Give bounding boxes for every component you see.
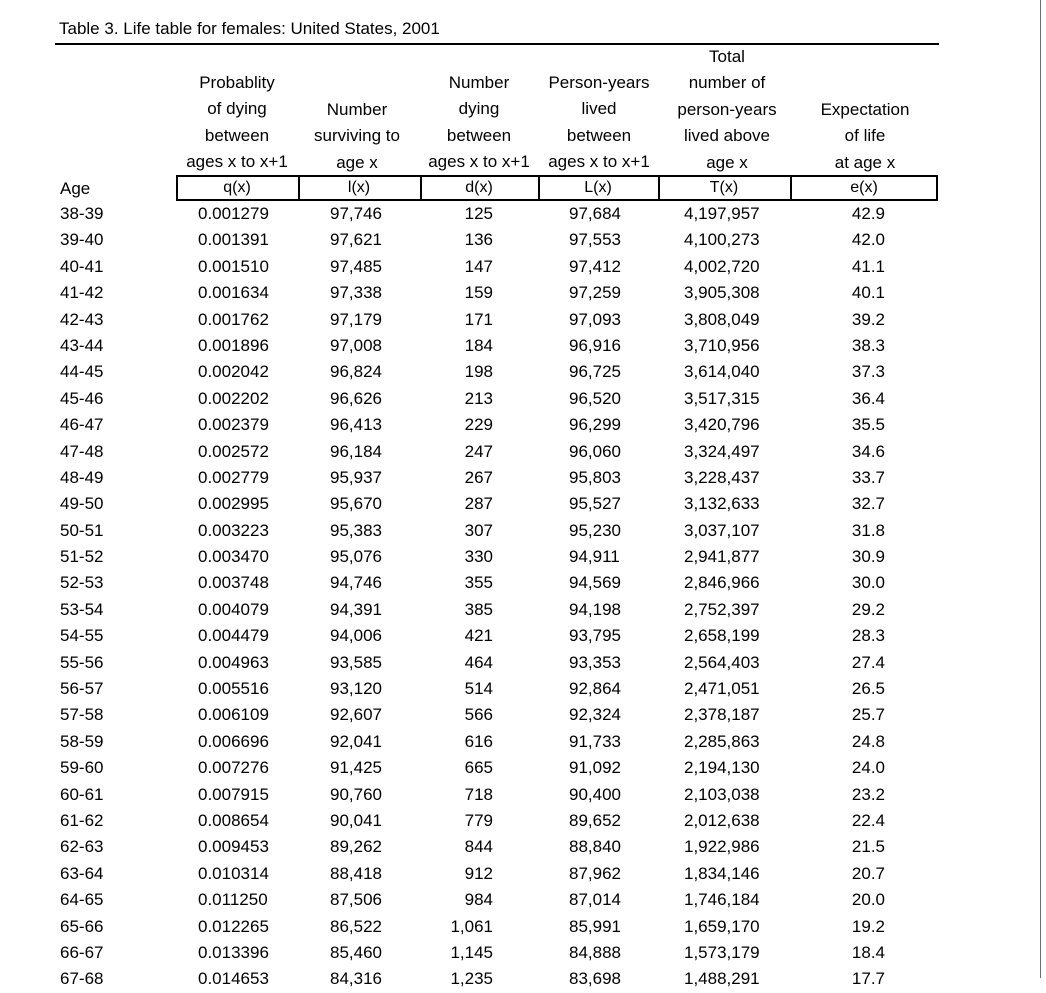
l-cell: 88,418 (330, 863, 382, 883)
e-cell: 20.7 (851, 863, 885, 883)
e-cell: 27.4 (851, 652, 885, 672)
header-d-line: Number (448, 73, 510, 92)
header-d-line: dying (458, 99, 500, 119)
header-q-line: between (204, 125, 270, 145)
symbol-q: q(x) (223, 179, 251, 196)
symbol-L: L(x) (584, 179, 612, 196)
header-L-line: lived (581, 99, 617, 119)
age-cell: 60-61 (60, 784, 104, 804)
e-cell: 20.0 (851, 890, 885, 910)
e-cell: 18.4 (851, 942, 885, 962)
age-cell: 38-39 (60, 204, 104, 223)
header-d (420, 70, 538, 176)
d-cell: 307 (464, 520, 493, 540)
symbol-d: d(x) (465, 179, 493, 196)
L-cell: 97,259 (569, 283, 621, 303)
age-cell: 66-67 (60, 942, 104, 962)
age-cell: 58-59 (60, 731, 104, 751)
l-cell: 96,824 (330, 362, 382, 382)
table-row (55, 861, 939, 887)
header-L-line: Person-years (548, 73, 650, 92)
l-cell: 94,391 (330, 599, 382, 619)
L-cell: 91,733 (569, 731, 621, 751)
e-cell: 24.0 (851, 758, 885, 778)
l-cell: 95,383 (330, 520, 382, 540)
e-cell: 29.2 (851, 599, 885, 619)
l-cell: 93,120 (330, 679, 382, 699)
d-cell: 421 (464, 626, 493, 646)
header-age: Age (60, 179, 91, 198)
l-cell: 91,425 (330, 758, 382, 778)
L-cell: 95,803 (569, 467, 621, 487)
d-cell: 665 (464, 758, 493, 778)
header-q-line: of dying (207, 99, 267, 119)
T-cell: 3,614,040 (684, 362, 760, 382)
age-cell: 45-46 (60, 388, 104, 408)
e-cell: 36.4 (851, 388, 885, 408)
d-cell: 267 (464, 467, 493, 487)
header-l-line: surviving to (314, 126, 400, 146)
age-cell: 64-65 (60, 890, 104, 910)
L-cell: 97,684 (569, 204, 621, 223)
q-cell: 0.003223 (198, 520, 269, 540)
l-cell: 85,460 (330, 942, 382, 962)
l-cell: 95,670 (330, 494, 382, 514)
e-cell: 35.5 (851, 415, 885, 435)
table-row (55, 412, 939, 438)
T-cell: 3,905,308 (684, 283, 760, 303)
table-row (55, 887, 939, 913)
q-cell: 0.011250 (198, 890, 268, 910)
l-cell: 90,760 (330, 784, 382, 804)
header-e-line: of life (844, 126, 886, 146)
l-cell: 86,522 (330, 916, 382, 936)
header-T-line: Total (709, 47, 745, 66)
T-cell: 3,228,437 (684, 467, 760, 487)
table-row (55, 597, 939, 623)
e-cell: 31.8 (851, 520, 885, 540)
L-cell: 88,840 (569, 837, 621, 857)
e-cell: 24.8 (851, 731, 885, 751)
header-d-line: ages x to x+1 (428, 152, 530, 172)
age-cell: 43-44 (60, 335, 104, 355)
q-cell: 0.012265 (198, 916, 269, 936)
L-cell: 96,520 (569, 388, 621, 408)
q-cell: 0.008654 (198, 810, 269, 830)
T-cell: 3,517,315 (684, 388, 760, 408)
e-cell: 38.3 (851, 335, 885, 355)
q-cell: 0.003748 (198, 573, 269, 593)
L-cell: 93,353 (569, 652, 621, 672)
table-row (55, 570, 939, 596)
header-l-line: Number (326, 100, 388, 119)
age-cell: 52-53 (60, 573, 104, 593)
L-cell: 91,092 (569, 758, 621, 778)
e-cell: 23.2 (851, 784, 885, 804)
q-cell: 0.001391 (198, 230, 269, 250)
header-T (662, 44, 792, 176)
d-cell: 136 (464, 230, 493, 250)
L-cell: 90,400 (569, 784, 621, 804)
d-cell: 355 (464, 573, 493, 593)
l-cell: 94,746 (330, 573, 382, 593)
age-cell: 67-68 (60, 969, 104, 989)
e-cell: 28.3 (851, 626, 885, 646)
table-title: Table 3. Life table for females: United States, 2001 (59, 19, 440, 38)
L-cell: 96,725 (569, 362, 621, 382)
table-body (55, 201, 939, 993)
header-d-line: between (446, 125, 512, 145)
L-cell: 94,198 (569, 599, 621, 619)
d-cell: 125 (464, 204, 493, 223)
e-cell: 30.0 (851, 573, 885, 593)
T-cell: 2,285,863 (684, 731, 760, 751)
L-cell: 95,527 (569, 494, 621, 514)
T-cell: 2,378,187 (684, 705, 760, 725)
l-cell: 93,585 (330, 652, 382, 672)
d-cell: 1,061 (450, 916, 493, 936)
L-cell: 95,230 (569, 520, 621, 540)
q-cell: 0.004479 (198, 626, 269, 646)
e-cell: 41.1 (851, 256, 885, 276)
d-cell: 984 (464, 890, 493, 910)
d-cell: 1,235 (450, 969, 493, 989)
T-cell: 1,746,184 (684, 890, 760, 910)
table-row (55, 254, 939, 280)
l-cell: 94,006 (330, 626, 382, 646)
L-cell: 87,014 (569, 890, 621, 910)
l-cell: 95,937 (330, 467, 382, 487)
header-L-line: between (566, 125, 632, 145)
age-cell: 62-63 (60, 837, 104, 857)
d-cell: 213 (464, 388, 493, 408)
T-cell: 4,197,957 (684, 204, 760, 223)
L-cell: 92,864 (569, 679, 621, 699)
d-cell: 330 (464, 547, 493, 567)
d-cell: 287 (464, 494, 493, 514)
q-cell: 0.004079 (198, 599, 269, 619)
age-cell: 44-45 (60, 362, 104, 382)
e-cell: 19.2 (851, 916, 885, 936)
T-cell: 2,194,130 (684, 758, 760, 778)
d-cell: 912 (464, 863, 493, 883)
e-cell: 30.9 (851, 547, 885, 567)
l-cell: 96,184 (330, 441, 382, 461)
d-cell: 844 (464, 837, 493, 857)
table-row (55, 729, 939, 755)
L-cell: 85,991 (569, 916, 621, 936)
e-cell: 40.1 (851, 283, 885, 303)
q-cell: 0.002042 (198, 362, 269, 382)
age-cell: 39-40 (60, 230, 104, 250)
L-cell: 94,911 (569, 547, 620, 567)
T-cell: 2,103,038 (684, 784, 760, 804)
table-row (55, 966, 939, 992)
T-cell: 2,471,051 (684, 679, 760, 699)
T-cell: 3,808,049 (684, 309, 760, 329)
e-cell: 17.7 (851, 969, 885, 989)
table-row (55, 280, 939, 306)
age-cell: 47-48 (60, 441, 104, 461)
l-cell: 97,338 (330, 283, 382, 303)
T-cell: 4,100,273 (684, 230, 760, 250)
table-row (55, 834, 939, 860)
header-T-line: person-years (677, 99, 777, 119)
age-cell: 54-55 (60, 626, 104, 646)
L-cell: 89,652 (569, 810, 621, 830)
d-cell: 385 (464, 599, 493, 619)
table-row (55, 702, 939, 728)
header-T-line: number of (688, 73, 766, 93)
table-row (55, 465, 939, 491)
l-cell: 90,041 (330, 810, 382, 830)
d-cell: 1,145 (450, 942, 493, 962)
q-cell: 0.007276 (198, 758, 269, 778)
symbol-e: e(x) (850, 179, 878, 196)
d-cell: 247 (464, 441, 493, 461)
T-cell: 2,564,403 (684, 652, 760, 672)
q-cell: 0.014653 (198, 969, 269, 989)
l-cell: 97,008 (330, 335, 382, 355)
q-cell: 0.013396 (198, 942, 269, 962)
table-row (55, 333, 939, 359)
l-cell: 96,413 (330, 415, 382, 435)
q-cell: 0.005516 (198, 679, 269, 699)
age-cell: 59-60 (60, 758, 104, 778)
age-cell: 51-52 (60, 547, 104, 567)
table-row (55, 676, 939, 702)
q-cell: 0.002779 (198, 467, 269, 487)
L-cell: 94,569 (569, 573, 621, 593)
table-row (55, 755, 939, 781)
T-cell: 2,941,877 (684, 547, 760, 567)
table-row (55, 491, 939, 517)
l-cell: 97,621 (330, 230, 382, 250)
l-cell: 92,607 (330, 705, 382, 725)
e-cell: 32.7 (851, 494, 885, 514)
T-cell: 3,710,956 (684, 335, 760, 355)
q-cell: 0.006109 (198, 705, 269, 725)
T-cell: 1,659,170 (684, 916, 760, 936)
d-cell: 566 (464, 705, 493, 725)
table-row (55, 227, 939, 253)
table-row (55, 386, 939, 412)
L-cell: 97,412 (569, 256, 621, 276)
e-cell: 39.2 (851, 309, 885, 329)
header-q-line: ages x to x+1 (186, 152, 288, 172)
T-cell: 2,658,199 (684, 626, 760, 646)
q-cell: 0.002572 (198, 441, 269, 461)
table-row (55, 518, 939, 544)
T-cell: 1,573,179 (684, 942, 760, 962)
header-l (298, 97, 416, 176)
d-cell: 718 (464, 784, 493, 804)
d-cell: 184 (464, 335, 493, 355)
q-cell: 0.009453 (198, 837, 269, 857)
q-cell: 0.001279 (198, 204, 269, 223)
T-cell: 3,037,107 (684, 520, 760, 540)
e-cell: 42.9 (851, 204, 885, 223)
L-cell: 97,553 (569, 230, 621, 250)
e-cell: 37.3 (851, 362, 885, 382)
header-L (538, 70, 660, 176)
age-cell: 57-58 (60, 705, 104, 725)
d-cell: 198 (464, 362, 493, 382)
table-row (55, 359, 939, 385)
d-cell: 616 (464, 731, 493, 751)
T-cell: 3,420,796 (684, 415, 760, 435)
symbol-T: T(x) (709, 179, 739, 196)
T-cell: 3,132,633 (684, 494, 760, 514)
age-cell: 50-51 (60, 520, 104, 540)
e-cell: 22.4 (851, 810, 885, 830)
L-cell: 97,093 (569, 309, 621, 329)
age-cell: 53-54 (60, 599, 104, 619)
header-e-line: at age x (834, 152, 896, 172)
title-rule (55, 43, 939, 45)
page-edge-divider (1040, 0, 1041, 978)
q-cell: 0.002995 (198, 494, 269, 514)
table-row (55, 650, 939, 676)
T-cell: 2,752,397 (684, 599, 760, 619)
l-cell: 97,746 (330, 204, 382, 223)
T-cell: 2,846,966 (684, 573, 760, 593)
q-cell: 0.001510 (198, 256, 269, 276)
d-cell: 171 (464, 309, 493, 329)
e-cell: 21.5 (851, 837, 885, 857)
T-cell: 1,922,986 (684, 837, 760, 857)
age-cell: 61-62 (60, 810, 104, 830)
q-cell: 0.002202 (198, 388, 269, 408)
e-cell: 34.6 (851, 441, 885, 461)
q-cell: 0.004963 (198, 652, 269, 672)
L-cell: 87,962 (569, 863, 621, 883)
e-cell: 25.7 (851, 705, 885, 725)
l-cell: 89,262 (330, 837, 382, 857)
table-row (55, 914, 939, 940)
header-L-line: ages x to x+1 (548, 152, 650, 172)
l-cell: 97,485 (330, 256, 382, 276)
q-cell: 0.001762 (198, 309, 269, 329)
L-cell: 92,324 (569, 705, 621, 725)
T-cell: 4,002,720 (684, 256, 760, 276)
q-cell: 0.010314 (198, 863, 269, 883)
L-cell: 83,698 (569, 969, 621, 989)
d-cell: 464 (464, 652, 493, 672)
table-row (55, 940, 939, 966)
age-cell: 42-43 (60, 309, 104, 329)
q-cell: 0.007915 (198, 784, 269, 804)
header-T-line: lived above (683, 126, 770, 146)
header-e-line: Expectation (820, 100, 910, 119)
T-cell: 2,012,638 (684, 810, 760, 830)
age-cell: 49-50 (60, 494, 104, 514)
age-cell: 56-57 (60, 679, 104, 699)
header-l-line: age x (336, 152, 378, 172)
table-row (55, 307, 939, 333)
q-cell: 0.002379 (198, 415, 269, 435)
T-cell: 3,324,497 (684, 441, 760, 461)
L-cell: 84,888 (569, 942, 621, 962)
L-cell: 96,060 (569, 441, 621, 461)
table-row (55, 544, 939, 570)
d-cell: 147 (464, 256, 493, 276)
q-cell: 0.001896 (198, 335, 269, 355)
L-cell: 96,299 (569, 415, 621, 435)
l-cell: 92,041 (330, 731, 382, 751)
age-cell: 65-66 (60, 916, 104, 936)
l-cell: 96,626 (330, 388, 382, 408)
d-cell: 514 (464, 679, 493, 699)
e-cell: 42.0 (851, 230, 885, 250)
e-cell: 33.7 (851, 467, 885, 487)
table-row (55, 623, 939, 649)
l-cell: 84,316 (330, 969, 382, 989)
header-q (176, 70, 298, 176)
header-e (797, 97, 933, 176)
age-cell: 55-56 (60, 652, 104, 672)
T-cell: 1,834,146 (684, 863, 760, 883)
l-cell: 87,506 (330, 890, 382, 910)
L-cell: 96,916 (569, 335, 621, 355)
symbol-l: l(x) (347, 179, 371, 196)
d-cell: 159 (464, 283, 493, 303)
age-cell: 40-41 (60, 256, 104, 276)
age-cell: 46-47 (60, 415, 104, 435)
L-cell: 93,795 (569, 626, 621, 646)
table-row (55, 782, 939, 808)
table-row (55, 439, 939, 465)
header-T-line: age x (706, 152, 748, 172)
table-row (55, 201, 939, 227)
l-cell: 95,076 (330, 547, 382, 567)
header-q-line: Probablity (199, 73, 275, 92)
age-cell: 48-49 (60, 467, 104, 487)
e-cell: 26.5 (851, 679, 885, 699)
age-cell: 63-64 (60, 863, 104, 883)
d-cell: 779 (464, 810, 493, 830)
table-row (55, 808, 939, 834)
q-cell: 0.003470 (198, 547, 269, 567)
d-cell: 229 (464, 415, 493, 435)
q-cell: 0.006696 (198, 731, 269, 751)
age-cell: 41-42 (60, 283, 104, 303)
q-cell: 0.001634 (198, 283, 269, 303)
T-cell: 1,488,291 (684, 969, 760, 989)
l-cell: 97,179 (330, 309, 382, 329)
